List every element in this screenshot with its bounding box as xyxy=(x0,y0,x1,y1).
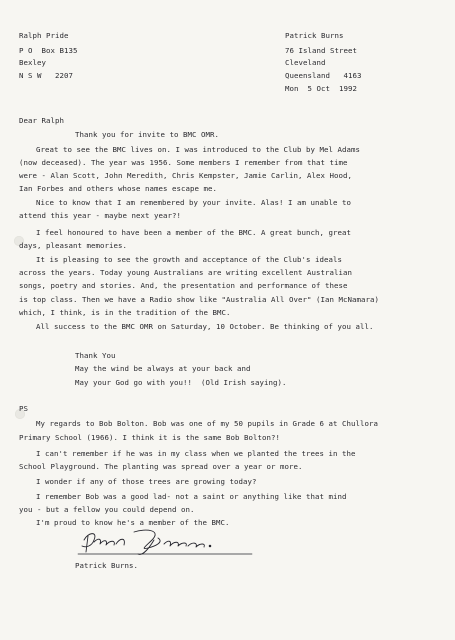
sender-box: P O Box B135 xyxy=(19,46,78,55)
ps-line: I remember Bob was a good lad- not a saint or anything like that mind xyxy=(36,492,347,501)
ps-label: PS xyxy=(19,404,28,413)
body-line: which, I think, is in the tradition of the BMC. xyxy=(19,308,231,317)
body-line: It is pleasing to see the growth and acceptance of the Club's ideals xyxy=(36,255,342,264)
recipient-suburb: Cleveland xyxy=(285,58,326,67)
ps-line: I'm proud to know he's a member of the BMC. xyxy=(36,518,230,527)
ps-line: I wonder if any of those trees are growing today? xyxy=(36,477,257,486)
ps-line: I can't remember if he was in my class when we planted the trees in the xyxy=(36,449,356,458)
body-line: Nice to know that I am remembered by your invite. Alas! I am unable to xyxy=(36,198,351,207)
salutation: Dear Ralph xyxy=(19,116,64,125)
recipient-street: 76 Island Street xyxy=(285,46,357,55)
sender-name: Ralph Pride xyxy=(19,31,69,40)
body-line: days, pleasant memories. xyxy=(19,241,127,250)
body-line: were - Alan Scott, John Meredith, Chris Kempster, Jamie Carlin, Alex Hood, xyxy=(19,171,352,180)
sender-state-postcode: N S W 2207 xyxy=(19,71,73,80)
body-line: attend this year - maybe next year?! xyxy=(19,211,181,220)
letter-date: Mon 5 Oct 1992 xyxy=(285,84,357,93)
ps-line: you - but a fellow you could depend on. xyxy=(19,505,195,514)
body-line: is top class. Then we have a Radio show like "Australia All Over" (Ian McNamara) xyxy=(19,295,379,304)
sender-suburb: Bexley xyxy=(19,58,46,67)
recipient-state-postcode: Queensland 4163 xyxy=(285,71,362,80)
body-line: across the years. Today young Australians are writing excellent Australian xyxy=(19,268,352,277)
closing-line: Thank You xyxy=(75,351,116,360)
recipient-name: Patrick Burns xyxy=(285,31,344,40)
body-line: Thank you for invite to BMC OMR. xyxy=(75,130,219,139)
body-line: Ian Forbes and others whose names escape me. xyxy=(19,184,217,193)
body-line: Great to see the BMC lives on. I was introduced to the Club by Mel Adams xyxy=(36,145,360,154)
ps-line: School Playground. The planting was spread over a year or more. xyxy=(19,462,303,471)
body-line: I feel honoured to have been a member of the BMC. A great bunch, great xyxy=(36,228,351,237)
closing-line: May your God go with you!! (Old Irish saying). xyxy=(75,378,287,387)
closing-line: May the wind be always at your back and xyxy=(75,364,251,373)
typed-signature: Patrick Burns. xyxy=(75,561,138,570)
body-line: (now deceased). The year was 1956. Some members I remember from that time xyxy=(19,158,348,167)
body-line: songs, poetry and stories. And, the presentation and performance of these xyxy=(19,281,348,290)
body-line: All success to the BMC OMR on Saturday, 10 October. Be thinking of you all. xyxy=(36,322,374,331)
handwritten-signature xyxy=(76,526,254,558)
ps-line: My regards to Bob Bolton. Bob was one of my 50 pupils in Grade 6 at Chullora xyxy=(36,419,378,428)
ps-line: Primary School (1966). I think it is the same Bob Bolton?! xyxy=(19,433,280,442)
